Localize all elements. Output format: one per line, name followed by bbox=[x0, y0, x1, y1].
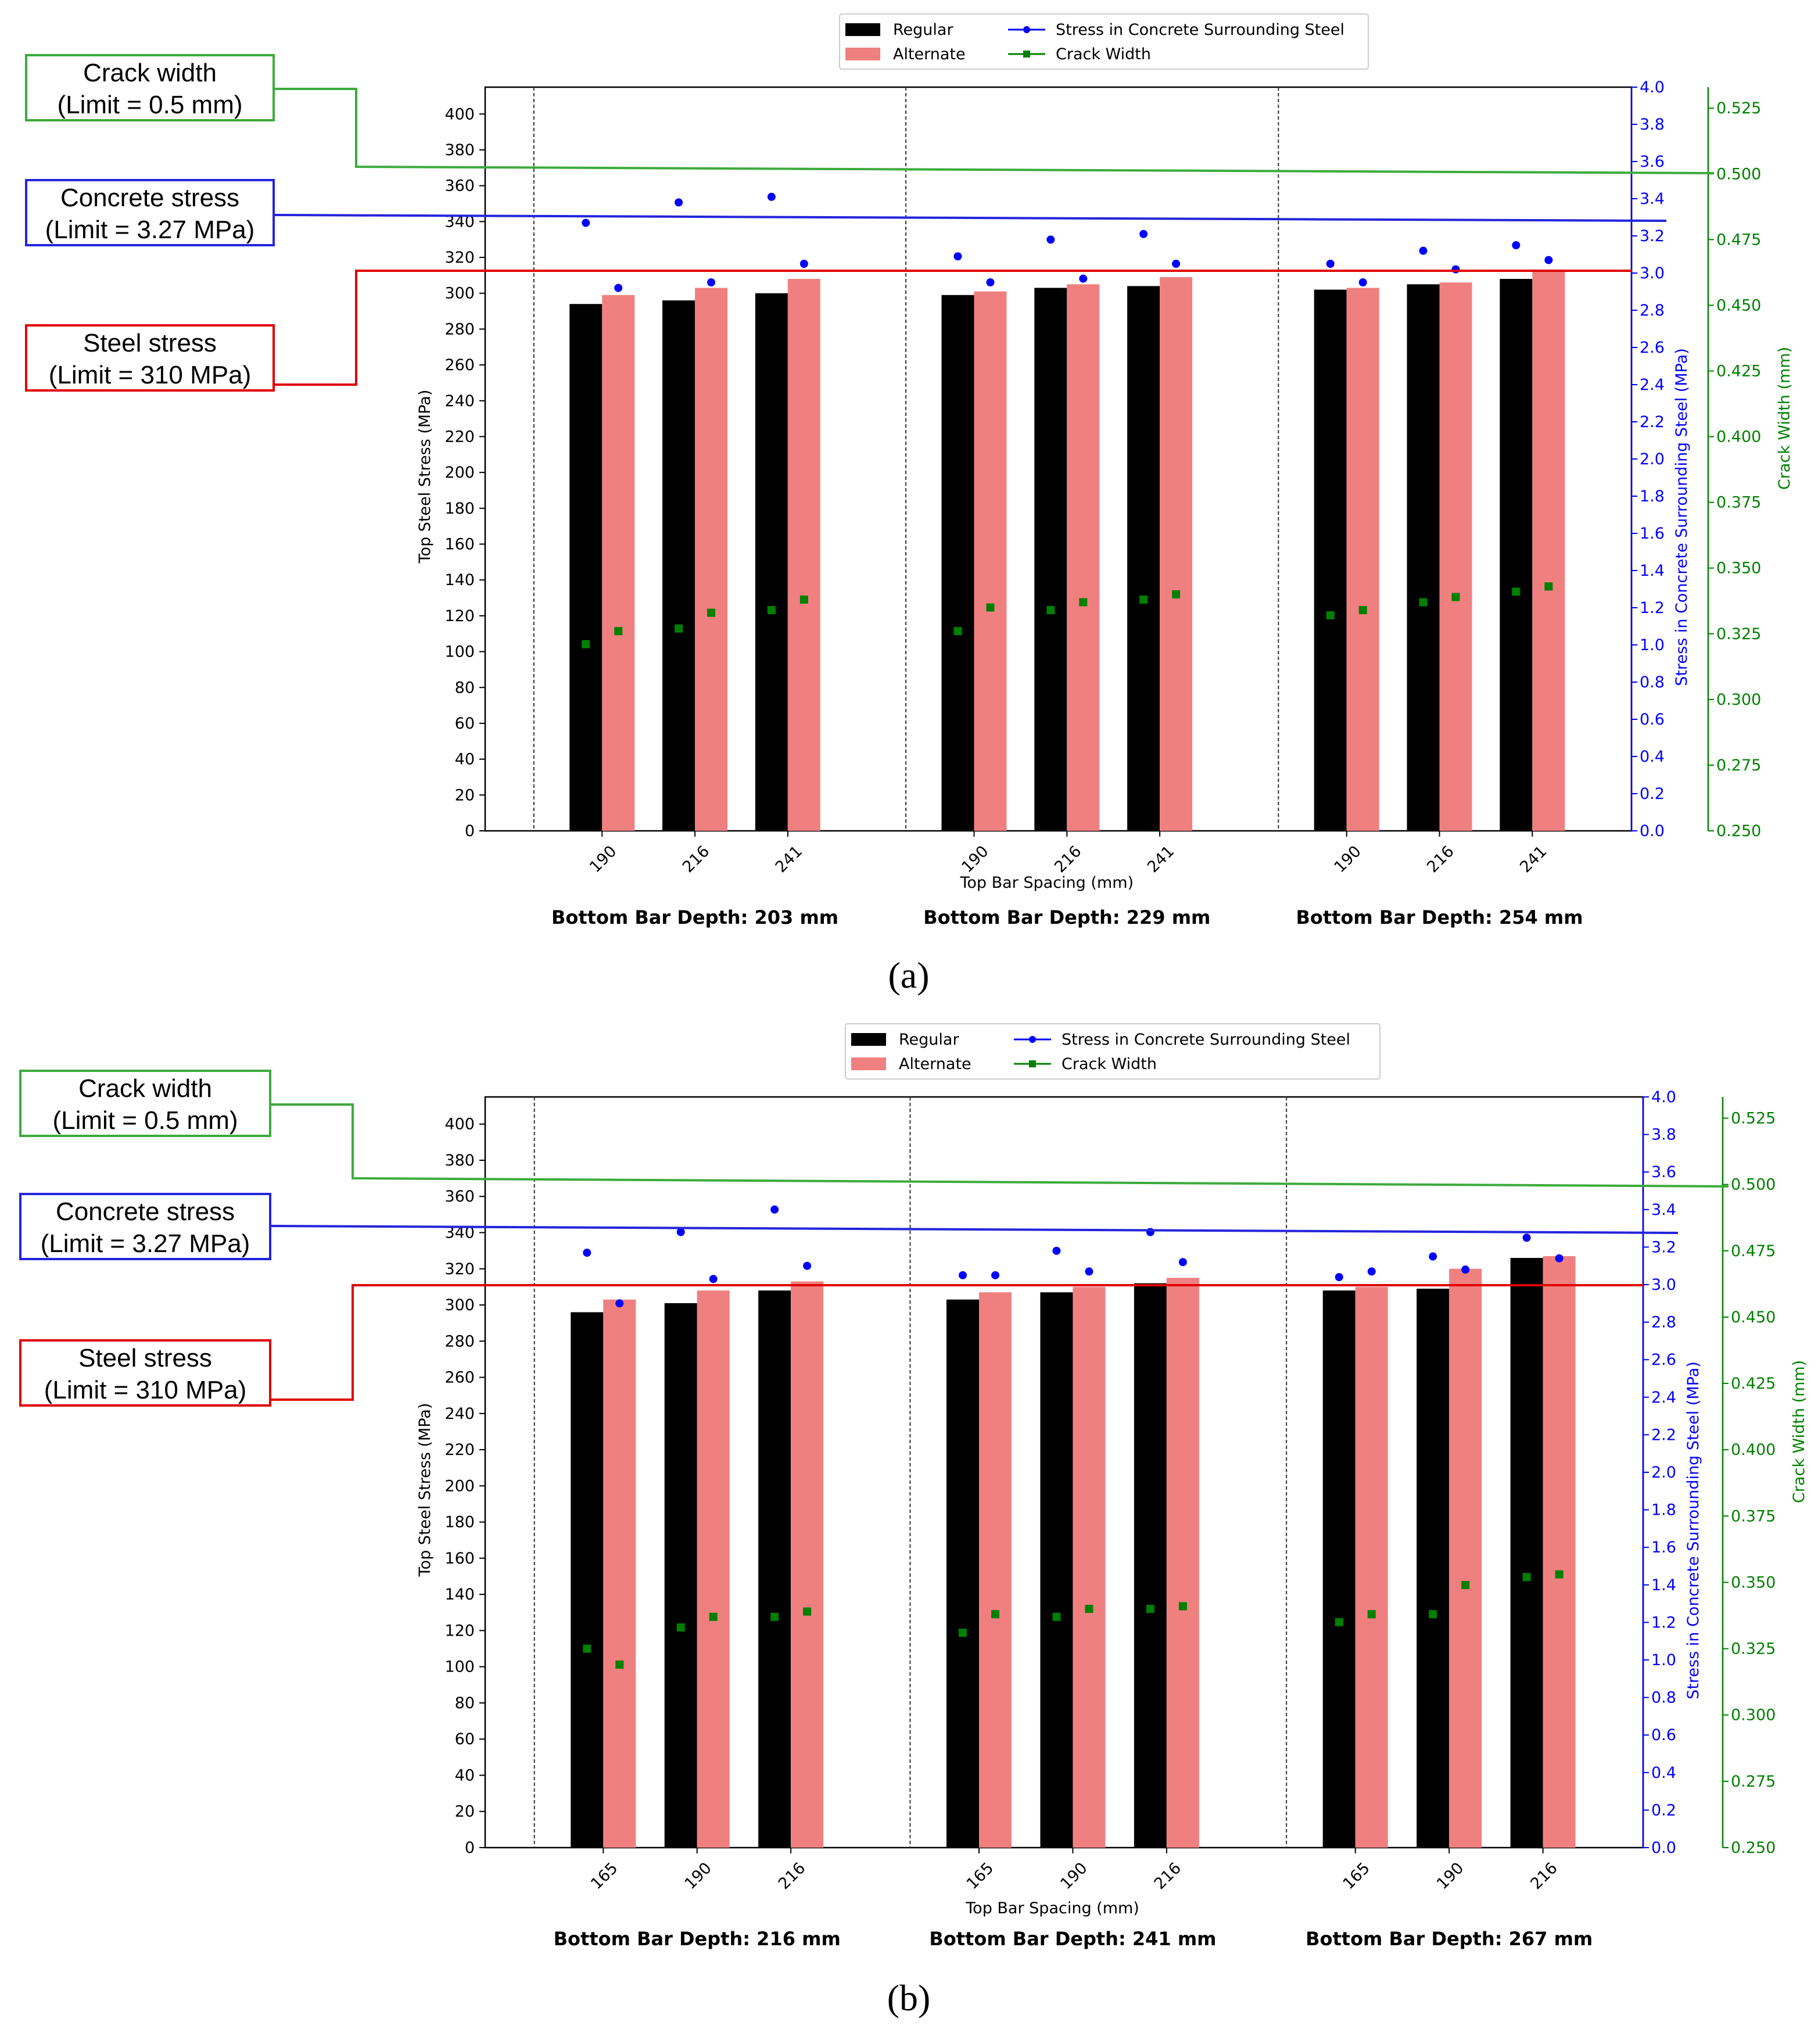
left-tick-label: 380 bbox=[444, 141, 475, 159]
bar-alternate bbox=[974, 292, 1006, 831]
concrete-tick-label: 1.6 bbox=[1640, 525, 1665, 543]
crack-point bbox=[1544, 582, 1552, 590]
concrete-tick-label: 1.8 bbox=[1640, 487, 1665, 505]
left-tick-label: 300 bbox=[444, 284, 475, 303]
legend-label-crack: Crack Width bbox=[1056, 45, 1152, 63]
limit-value-concrete: (Limit = 3.27 MPa) bbox=[45, 216, 255, 244]
bar-group bbox=[1306, 1233, 1593, 1950]
concrete-tick-label: 3.8 bbox=[1640, 116, 1665, 134]
concrete-tick-label: 0.8 bbox=[1651, 1688, 1676, 1707]
crack-point bbox=[1179, 1602, 1187, 1611]
left-tick-label: 60 bbox=[454, 1730, 475, 1749]
concrete-axis-title: Stress in Concrete Surrounding Steel (MPa) bbox=[1684, 1361, 1702, 1699]
concrete-tick-label: 1.0 bbox=[1640, 636, 1665, 654]
bar-group bbox=[929, 1228, 1216, 1950]
left-tick-label: 400 bbox=[444, 105, 475, 124]
concrete-tick-label: 3.6 bbox=[1651, 1163, 1676, 1182]
left-tick-label: 160 bbox=[444, 1549, 475, 1568]
limit-title-concrete: Concrete stress bbox=[55, 1197, 235, 1226]
left-tick-label: 20 bbox=[454, 1802, 475, 1821]
limit-title-concrete: Concrete stress bbox=[60, 184, 240, 212]
left-tick-label: 280 bbox=[444, 320, 475, 339]
concrete-point bbox=[1368, 1267, 1376, 1275]
crack-tick-label: 0.250 bbox=[1716, 822, 1762, 840]
bar-alternate bbox=[1532, 270, 1565, 831]
concrete-tick-label: 3.6 bbox=[1640, 153, 1665, 171]
left-tick-label: 380 bbox=[444, 1151, 475, 1170]
x-axis-title: Top Bar Spacing (mm) bbox=[960, 874, 1134, 892]
bar-group bbox=[923, 230, 1210, 928]
concrete-point bbox=[707, 278, 715, 286]
crack-tick-label: 0.425 bbox=[1731, 1375, 1776, 1393]
bar-group bbox=[551, 193, 838, 928]
bar-regular bbox=[941, 295, 974, 831]
crack-tick-label: 0.400 bbox=[1731, 1441, 1776, 1460]
crack-point bbox=[677, 1623, 685, 1631]
bar-alternate bbox=[1073, 1287, 1105, 1848]
crack-tick-label: 0.300 bbox=[1731, 1706, 1776, 1724]
crack-tick-label: 0.375 bbox=[1716, 493, 1762, 512]
concrete-point bbox=[991, 1271, 999, 1279]
concrete-point bbox=[1419, 247, 1428, 255]
bar-alternate bbox=[697, 1290, 730, 1848]
bar-regular bbox=[1323, 1290, 1356, 1848]
x-tick-label: 216 bbox=[1051, 842, 1085, 877]
left-tick-label: 340 bbox=[444, 213, 475, 231]
bar-alternate bbox=[1167, 1278, 1199, 1848]
bar-regular bbox=[1500, 279, 1532, 831]
concrete-point bbox=[1139, 230, 1148, 238]
crack-tick-label: 0.375 bbox=[1731, 1507, 1776, 1526]
bar-regular bbox=[946, 1300, 979, 1848]
limit-value-steel: (Limit = 310 MPa) bbox=[44, 1376, 247, 1404]
left-tick-label: 80 bbox=[454, 1694, 475, 1712]
crack-point bbox=[1085, 1605, 1093, 1613]
crack-point bbox=[1512, 587, 1520, 596]
concrete-tick-label: 3.2 bbox=[1640, 227, 1665, 245]
concrete-tick-label: 1.2 bbox=[1640, 599, 1665, 617]
concrete-point bbox=[1555, 1254, 1564, 1263]
left-tick-label: 80 bbox=[454, 679, 475, 697]
x-tick-label: 190 bbox=[586, 842, 621, 877]
crack-tick-label: 0.275 bbox=[1731, 1772, 1776, 1791]
left-tick-label: 280 bbox=[444, 1332, 475, 1351]
concrete-tick-label: 0.0 bbox=[1640, 822, 1665, 840]
concrete-tick-label: 2.2 bbox=[1640, 413, 1665, 431]
left-tick-label: 240 bbox=[444, 1404, 475, 1423]
concrete-tick-label: 2.6 bbox=[1651, 1351, 1676, 1369]
bar-regular bbox=[1511, 1258, 1543, 1848]
left-tick-label: 140 bbox=[444, 571, 475, 590]
left-axis-title: Top Steel Stress (MPa) bbox=[416, 389, 434, 564]
limit-line-crack bbox=[270, 1105, 1729, 1186]
concrete-tick-label: 0.2 bbox=[1651, 1801, 1676, 1820]
concrete-point bbox=[1461, 1265, 1469, 1274]
concrete-tick-label: 2.8 bbox=[1640, 302, 1665, 320]
crack-point bbox=[1429, 1610, 1437, 1618]
crack-tick-label: 0.325 bbox=[1716, 625, 1762, 643]
limit-value-crack: (Limit = 0.5 mm) bbox=[52, 1106, 238, 1135]
limit-value-steel: (Limit = 310 MPa) bbox=[48, 361, 252, 389]
x-tick-label: 216 bbox=[774, 1859, 809, 1894]
concrete-tick-label: 1.8 bbox=[1651, 1501, 1676, 1519]
crack-tick-label: 0.250 bbox=[1731, 1839, 1776, 1857]
crack-point bbox=[707, 609, 715, 617]
legend-swatch-regular bbox=[845, 23, 880, 36]
x-tick-label: 165 bbox=[1339, 1859, 1374, 1894]
left-axis-title: Top Steel Stress (MPa) bbox=[416, 1403, 434, 1577]
concrete-tick-label: 3.4 bbox=[1651, 1200, 1676, 1219]
concrete-tick-label: 4.0 bbox=[1651, 1088, 1676, 1106]
bar-alternate bbox=[791, 1282, 823, 1848]
concrete-tick-label: 3.8 bbox=[1651, 1125, 1676, 1144]
legend-label-crack: Crack Width bbox=[1062, 1055, 1157, 1073]
concrete-tick-label: 2.4 bbox=[1640, 376, 1665, 394]
crack-point bbox=[953, 627, 962, 635]
concrete-point bbox=[1452, 266, 1460, 274]
concrete-tick-label: 0.4 bbox=[1651, 1763, 1676, 1782]
left-tick-label: 360 bbox=[444, 177, 475, 195]
bar-regular bbox=[1034, 288, 1067, 831]
concrete-tick-label: 4.0 bbox=[1640, 78, 1665, 96]
concrete-point bbox=[1085, 1267, 1093, 1275]
left-tick-label: 320 bbox=[444, 249, 475, 267]
left-tick-label: 340 bbox=[444, 1224, 475, 1242]
crack-tick-label: 0.325 bbox=[1731, 1640, 1776, 1658]
concrete-point bbox=[709, 1275, 718, 1283]
x-axis-title: Top Bar Spacing (mm) bbox=[966, 1899, 1139, 1917]
x-tick-label: 190 bbox=[1057, 1859, 1091, 1894]
concrete-tick-label: 2.0 bbox=[1651, 1464, 1676, 1482]
left-tick-label: 180 bbox=[444, 499, 475, 518]
concrete-point bbox=[986, 278, 994, 286]
left-tick-label: 220 bbox=[444, 1441, 475, 1460]
x-tick-label: 165 bbox=[587, 1859, 622, 1894]
crack-point bbox=[770, 1613, 779, 1621]
concrete-point bbox=[953, 252, 962, 260]
concrete-point bbox=[1079, 275, 1087, 283]
bar-alternate bbox=[1160, 277, 1192, 831]
crack-point bbox=[1461, 1581, 1469, 1589]
crack-point bbox=[709, 1613, 718, 1621]
crack-point bbox=[1419, 598, 1428, 607]
right-axis-concrete bbox=[1631, 78, 1691, 840]
concrete-tick-label: 1.4 bbox=[1651, 1576, 1676, 1594]
concrete-tick-label: 1.4 bbox=[1640, 562, 1665, 580]
bar-regular bbox=[662, 300, 695, 831]
concrete-tick-label: 0.2 bbox=[1640, 785, 1665, 803]
bar-regular bbox=[758, 1290, 791, 1848]
concrete-point bbox=[582, 219, 590, 227]
crack-point bbox=[1555, 1570, 1564, 1579]
crack-point bbox=[803, 1608, 811, 1616]
concrete-point bbox=[1179, 1258, 1187, 1266]
group-label: Bottom Bar Depth: 229 mm bbox=[923, 906, 1211, 928]
concrete-point bbox=[677, 1228, 685, 1236]
concrete-point bbox=[614, 284, 622, 292]
panel-label: (a) bbox=[888, 955, 930, 996]
limit-title-crack: Crack width bbox=[83, 59, 217, 87]
crack-tick-label: 0.500 bbox=[1731, 1175, 1776, 1194]
left-tick-label: 360 bbox=[444, 1188, 475, 1206]
crack-point bbox=[1052, 1613, 1060, 1621]
bar-alternate bbox=[788, 279, 820, 831]
legend bbox=[840, 14, 1368, 69]
concrete-point bbox=[675, 198, 683, 206]
concrete-point bbox=[1512, 241, 1520, 249]
x-tick-label: 190 bbox=[1331, 842, 1365, 877]
x-tick-label: 216 bbox=[1527, 1859, 1561, 1894]
left-tick-label: 180 bbox=[444, 1513, 475, 1532]
crack-point bbox=[614, 627, 622, 635]
limit-value-concrete: (Limit = 3.27 MPa) bbox=[40, 1229, 250, 1258]
left-tick-label: 220 bbox=[444, 428, 475, 446]
bar-regular bbox=[1127, 286, 1160, 831]
concrete-point bbox=[1544, 256, 1552, 264]
left-tick-label: 0 bbox=[464, 1839, 475, 1857]
crack-axis-title: Crack Width (mm) bbox=[1776, 346, 1794, 490]
bar-regular bbox=[755, 293, 788, 831]
legend-label-concrete: Stress in Concrete Surrounding Steel bbox=[1062, 1031, 1351, 1049]
concrete-tick-label: 3.4 bbox=[1640, 190, 1665, 208]
chart-panel-b bbox=[20, 1024, 1808, 2018]
crack-point bbox=[1523, 1573, 1531, 1581]
left-tick-label: 200 bbox=[444, 1477, 475, 1496]
concrete-tick-label: 1.6 bbox=[1651, 1539, 1676, 1557]
legend bbox=[845, 1024, 1380, 1079]
left-tick-label: 200 bbox=[444, 464, 475, 482]
left-tick-label: 320 bbox=[444, 1260, 475, 1278]
legend-label-alternate: Alternate bbox=[899, 1055, 971, 1073]
concrete-axis-title: Stress in Concrete Surrounding Steel (MPa) bbox=[1673, 348, 1691, 686]
left-tick-label: 400 bbox=[444, 1115, 475, 1134]
concrete-point bbox=[803, 1262, 811, 1270]
crack-point bbox=[800, 596, 808, 604]
crack-point bbox=[1079, 598, 1087, 607]
bar-regular bbox=[1417, 1289, 1449, 1848]
x-tick-label: 241 bbox=[1143, 842, 1178, 877]
right-axis-crack bbox=[1723, 1097, 1808, 1857]
group-label: Bottom Bar Depth: 203 mm bbox=[551, 906, 839, 928]
x-tick-label: 190 bbox=[958, 842, 992, 877]
bar-alternate bbox=[1356, 1287, 1388, 1848]
crack-point bbox=[768, 606, 776, 614]
bar-alternate bbox=[1067, 284, 1099, 831]
crack-tick-label: 0.300 bbox=[1716, 690, 1762, 709]
left-tick-label: 100 bbox=[444, 1658, 475, 1676]
x-tick-label: 190 bbox=[1433, 1859, 1468, 1894]
bar-alternate bbox=[1449, 1269, 1482, 1848]
legend-marker-crack bbox=[1023, 51, 1030, 58]
bar-regular bbox=[569, 304, 602, 831]
crack-tick-label: 0.525 bbox=[1716, 99, 1762, 118]
left-tick-label: 40 bbox=[454, 750, 475, 769]
crack-point bbox=[1139, 596, 1148, 604]
concrete-tick-label: 2.4 bbox=[1651, 1388, 1676, 1407]
left-tick-label: 60 bbox=[454, 714, 475, 733]
crack-point bbox=[1359, 606, 1367, 614]
bar-group bbox=[554, 1206, 841, 1950]
bar-alternate bbox=[979, 1292, 1012, 1848]
legend-swatch-alternate bbox=[851, 1057, 886, 1070]
crack-point bbox=[1172, 590, 1180, 598]
concrete-point bbox=[1523, 1233, 1531, 1242]
left-tick-label: 300 bbox=[444, 1296, 475, 1315]
crack-point bbox=[615, 1661, 623, 1669]
crack-tick-label: 0.400 bbox=[1716, 428, 1762, 446]
concrete-point bbox=[583, 1249, 591, 1257]
crack-point bbox=[959, 1629, 967, 1637]
left-tick-label: 140 bbox=[444, 1586, 475, 1604]
legend-label-regular: Regular bbox=[893, 21, 953, 39]
crack-tick-label: 0.475 bbox=[1716, 231, 1762, 249]
concrete-point bbox=[615, 1299, 623, 1307]
crack-tick-label: 0.450 bbox=[1731, 1308, 1776, 1326]
left-tick-label: 0 bbox=[464, 822, 475, 840]
crack-tick-label: 0.275 bbox=[1716, 756, 1762, 774]
x-tick-label: 241 bbox=[772, 842, 806, 877]
limit-value-crack: (Limit = 0.5 mm) bbox=[57, 91, 243, 119]
group-label: Bottom Bar Depth: 216 mm bbox=[553, 1928, 841, 1950]
concrete-point bbox=[1172, 260, 1180, 268]
concrete-point bbox=[959, 1271, 967, 1279]
group-label: Bottom Bar Depth: 241 mm bbox=[929, 1928, 1217, 1950]
concrete-tick-label: 0.6 bbox=[1640, 711, 1665, 729]
concrete-tick-label: 0.0 bbox=[1651, 1839, 1676, 1857]
panel-label: (b) bbox=[887, 1977, 931, 2018]
legend-label-alternate: Alternate bbox=[893, 45, 966, 63]
concrete-point bbox=[1429, 1253, 1437, 1261]
bar-alternate bbox=[1440, 282, 1472, 831]
concrete-point bbox=[800, 260, 808, 268]
concrete-tick-label: 0.6 bbox=[1651, 1726, 1676, 1745]
bar-group bbox=[1296, 241, 1583, 928]
crack-point bbox=[1326, 611, 1335, 619]
bar-alternate bbox=[603, 1300, 636, 1848]
crack-tick-label: 0.425 bbox=[1716, 362, 1762, 381]
legend-label-concrete: Stress in Concrete Surrounding Steel bbox=[1056, 21, 1345, 39]
concrete-tick-label: 2.0 bbox=[1640, 450, 1665, 468]
crack-tick-label: 0.450 bbox=[1716, 296, 1762, 315]
concrete-tick-label: 3.2 bbox=[1651, 1238, 1676, 1257]
crack-point bbox=[991, 1610, 999, 1618]
concrete-tick-label: 2.6 bbox=[1640, 339, 1665, 357]
limit-title-steel: Steel stress bbox=[83, 329, 217, 357]
crack-point bbox=[1046, 606, 1055, 614]
concrete-tick-label: 3.0 bbox=[1640, 264, 1665, 282]
concrete-point bbox=[770, 1206, 779, 1214]
x-tick-label: 190 bbox=[681, 1859, 715, 1894]
bar-regular bbox=[1314, 290, 1347, 831]
concrete-tick-label: 0.8 bbox=[1640, 673, 1665, 691]
concrete-point bbox=[1335, 1273, 1343, 1281]
legend-marker-concrete bbox=[1029, 1036, 1036, 1043]
bar-regular bbox=[665, 1303, 697, 1848]
concrete-tick-label: 0.4 bbox=[1640, 748, 1665, 766]
concrete-tick-label: 3.0 bbox=[1651, 1276, 1676, 1294]
group-label: Bottom Bar Depth: 254 mm bbox=[1296, 906, 1583, 928]
crack-tick-label: 0.525 bbox=[1731, 1109, 1776, 1128]
right-axis-concrete bbox=[1643, 1088, 1702, 1857]
concrete-point bbox=[1046, 235, 1055, 243]
left-tick-label: 260 bbox=[444, 1368, 475, 1387]
crack-point bbox=[986, 604, 994, 612]
crack-point bbox=[1146, 1605, 1154, 1613]
bar-regular bbox=[571, 1312, 603, 1848]
left-tick-label: 120 bbox=[444, 607, 475, 625]
concrete-tick-label: 1.0 bbox=[1651, 1651, 1676, 1669]
concrete-point bbox=[1326, 260, 1335, 268]
crack-tick-label: 0.350 bbox=[1731, 1573, 1776, 1592]
left-tick-label: 260 bbox=[444, 356, 475, 375]
bar-regular bbox=[1040, 1292, 1073, 1848]
crack-point bbox=[582, 640, 590, 648]
left-tick-label: 40 bbox=[454, 1766, 475, 1785]
bar-alternate bbox=[602, 295, 634, 831]
left-tick-label: 160 bbox=[444, 535, 475, 554]
crack-point bbox=[1452, 593, 1460, 601]
right-axis-crack bbox=[1708, 87, 1794, 840]
bar-alternate bbox=[1347, 288, 1379, 831]
legend-label-regular: Regular bbox=[899, 1031, 959, 1049]
left-tick-label: 120 bbox=[444, 1622, 475, 1640]
crack-tick-label: 0.475 bbox=[1731, 1242, 1776, 1260]
crack-tick-label: 0.350 bbox=[1716, 559, 1762, 578]
x-tick-label: 165 bbox=[963, 1859, 998, 1894]
left-tick-label: 240 bbox=[444, 392, 475, 410]
concrete-point bbox=[1052, 1247, 1060, 1255]
chart-panel-a bbox=[26, 14, 1794, 996]
limit-line-concrete bbox=[270, 1226, 1678, 1233]
legend-swatch-alternate bbox=[845, 48, 880, 60]
bar-alternate bbox=[1543, 1256, 1576, 1848]
crack-point bbox=[1335, 1618, 1343, 1626]
limit-title-crack: Crack width bbox=[78, 1074, 212, 1103]
crack-axis-title: Crack Width (mm) bbox=[1790, 1360, 1808, 1504]
concrete-point bbox=[768, 193, 776, 201]
crack-point bbox=[675, 625, 683, 633]
concrete-tick-label: 1.2 bbox=[1651, 1613, 1676, 1632]
concrete-tick-label: 2.8 bbox=[1651, 1313, 1676, 1332]
x-tick-label: 216 bbox=[1150, 1859, 1185, 1894]
legend-marker-crack bbox=[1029, 1060, 1036, 1067]
group-label: Bottom Bar Depth: 267 mm bbox=[1306, 1928, 1593, 1950]
crack-point bbox=[1368, 1610, 1376, 1618]
x-tick-label: 241 bbox=[1516, 842, 1551, 877]
limit-line-concrete bbox=[274, 215, 1666, 221]
crack-point bbox=[583, 1645, 591, 1653]
concrete-tick-label: 2.2 bbox=[1651, 1426, 1676, 1444]
left-tick-label: 20 bbox=[454, 786, 475, 805]
left-tick-label: 100 bbox=[444, 643, 475, 661]
limit-line-crack bbox=[274, 89, 1714, 173]
x-tick-label: 216 bbox=[1423, 842, 1458, 877]
legend-swatch-regular bbox=[851, 1033, 886, 1046]
x-tick-label: 216 bbox=[679, 842, 713, 877]
bar-alternate bbox=[695, 288, 727, 831]
bar-regular bbox=[1134, 1283, 1167, 1848]
limit-title-steel: Steel stress bbox=[78, 1344, 212, 1372]
concrete-point bbox=[1359, 278, 1367, 286]
legend-marker-concrete bbox=[1023, 26, 1030, 33]
crack-tick-label: 0.500 bbox=[1716, 165, 1762, 184]
bar-regular bbox=[1407, 284, 1440, 831]
